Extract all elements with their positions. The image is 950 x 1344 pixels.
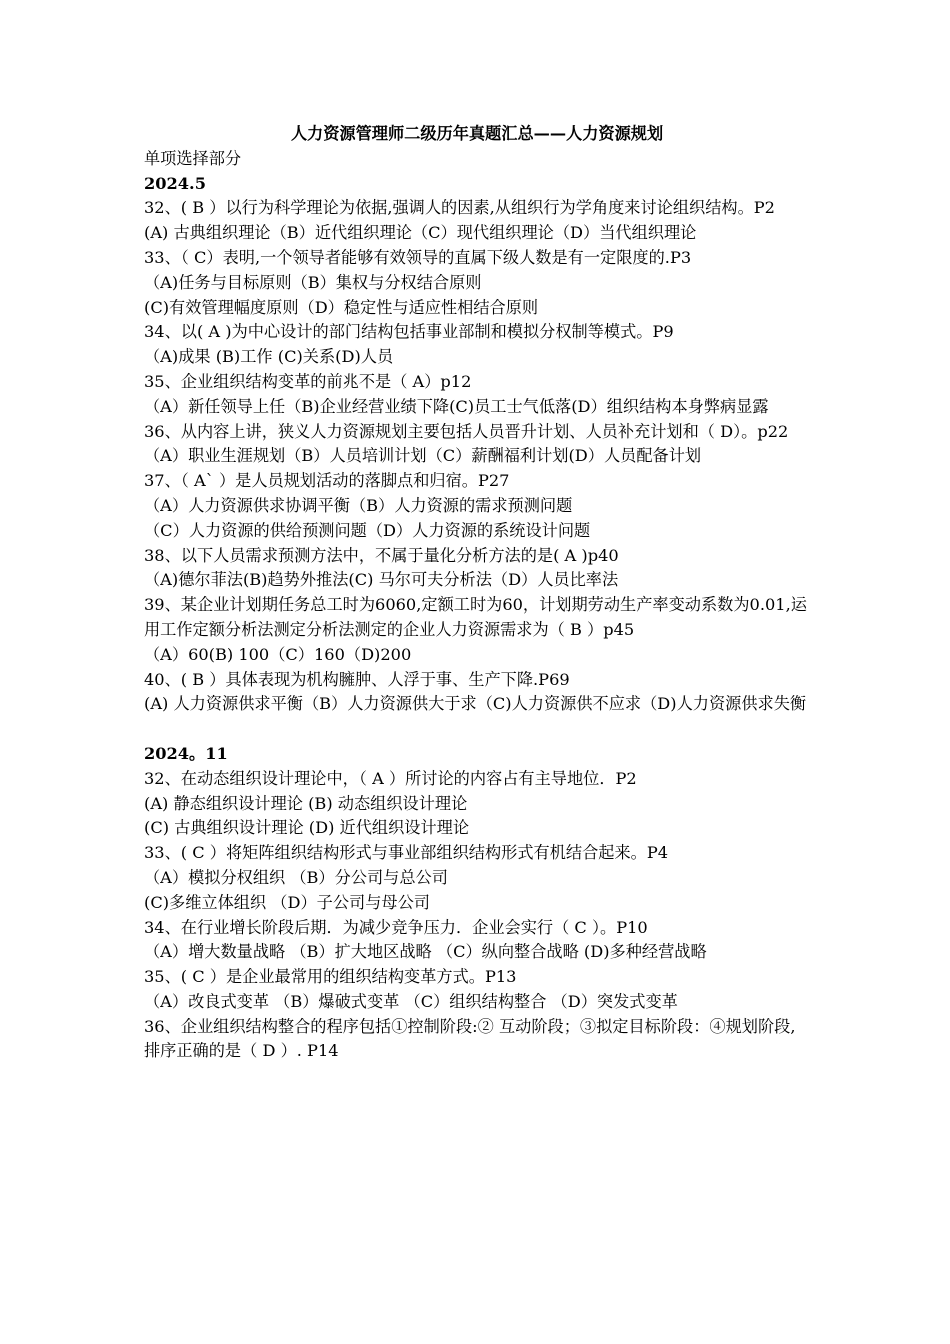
text-line: 40、( B ）具体表现为机构臃肿、人浮于事、生产下降.P69 (144, 669, 570, 689)
text-line: 37、（ A` ）是人员规划活动的落脚点和归宿。P27 (144, 471, 510, 491)
text-line: 35、( C ）是企业最常用的组织结构变革方式。P13 (144, 967, 517, 987)
text-line: （A）职业生涯规划（B）人员培训计划（C）薪酬福利计划(D）人员配备计划 (144, 446, 702, 466)
text-line: 33、( C ）将矩阵组织结构形式与事业部组织结构形式有机结合起来。P4 (144, 843, 669, 863)
text-line: 36、从内容上讲，狭义人力资源规划主要包括人员晋升计划、人员补充计划和（ D）。p22 (144, 421, 789, 441)
text-line: (A) 静态组织设计理论 (B) 动态组织设计理论 (144, 793, 468, 813)
document-content (144, 122, 810, 1064)
text-line: （A）60(B) 100（C）160（D)200 (144, 644, 412, 664)
document-title: 人力资源管理师二级历年真题汇总——人力资源规划 (290, 124, 664, 143)
question-block-2024-11 (144, 767, 810, 1065)
text-line: （A)任务与目标原则（B）集权与分权结合原则 (144, 272, 482, 292)
text-line: 32、在动态组织设计理论中，（ A ）所讨论的内容占有主导地位．P2 (144, 768, 637, 788)
text-line: （A）新任领导上任（B)企业经营业绩下降(C)员工士气低落(D）组织结构本身弊病显露 (144, 396, 769, 416)
text-line: （A)成果 (B)工作 (C)关系(D)人员 (144, 347, 394, 367)
exam-year-heading: 2024.5 (144, 173, 206, 193)
blank-line (144, 717, 810, 742)
text-line: （A）改良式变革 （B）爆破式变革 （C）组织结构整合 （D）突发式变革 (144, 991, 678, 1011)
text-line: (C) 古典组织设计理论 (D) 近代组织设计理论 (144, 818, 470, 838)
text-line: (C)有效管理幅度原则（D）稳定性与适应性相结合原则 (144, 297, 539, 317)
text-line: 34、在行业增长阶段后期．为减少竞争压力．企业会实行（ C ）。P10 (144, 917, 648, 937)
exam-year-heading: 2024。11 (144, 743, 228, 763)
text-line: (A) 古典组织理论（B）近代组织理论（C）现代组织理论（D）当代组织理论 (144, 223, 697, 243)
text-line: 33、（ C）表明,一个领导者能够有效领导的直属下级人数是有一定限度的.P3 (144, 247, 692, 267)
question-block-2024-5 (144, 196, 810, 717)
text-line: (C)多维立体组织 （D）子公司与母公司 (144, 892, 430, 912)
text-line: （A）模拟分权组织 （B）分公司与总公司 (144, 867, 448, 887)
text-line: （A）增大数量战略 （B）扩大地区战略 （C）纵向整合战略 (D)多种经营战略 (144, 942, 707, 962)
text-line: 34、以( A )为中心设计的部门结构包括事业部制和模拟分权制等模式。P9 (144, 322, 674, 342)
text-line: （A)德尔菲法(B)趋势外推法(C) 马尔可夫分析法（D）人员比率法 (144, 570, 619, 590)
text-line: 32、( B ）以行为科学理论为依据,强调人的因素,从组织行为学角度来讨论组织结构。P2 (144, 198, 775, 218)
text-line: (A) 人力资源供求平衡（B）人力资源供大于求（C)人力资源供不应求（D)人力资源供求失衡 (144, 694, 807, 714)
text-line: 39、某企业计划期任务总工时为6060,定额工时为60，计划期劳动生产率变动系数为0.01,运用工作定额分析法测定分析法测定的企业人力资源需求为（ B ）p45 (144, 595, 807, 639)
section-heading: 单项选择部分 (144, 148, 242, 168)
text-line: （C）人力资源的供给预测问题（D）人力资源的系统设计问题 (144, 520, 591, 540)
text-line: 38、以下人员需求预测方法中，不属于量化分析方法的是( A )p40 (144, 545, 619, 565)
text-line: （A）人力资源供求协调平衡（B）人力资源的需求预测问题 (144, 495, 573, 515)
text-line: 35、企业组织结构变革的前兆不是（ A）p12 (144, 371, 472, 391)
text-line: 36、企业组织结构整合的程序包括①控制阶段:② 互动阶段；③拟定目标阶段：④规划阶段,排序正确的是（ D ）. P14 (144, 1016, 796, 1061)
